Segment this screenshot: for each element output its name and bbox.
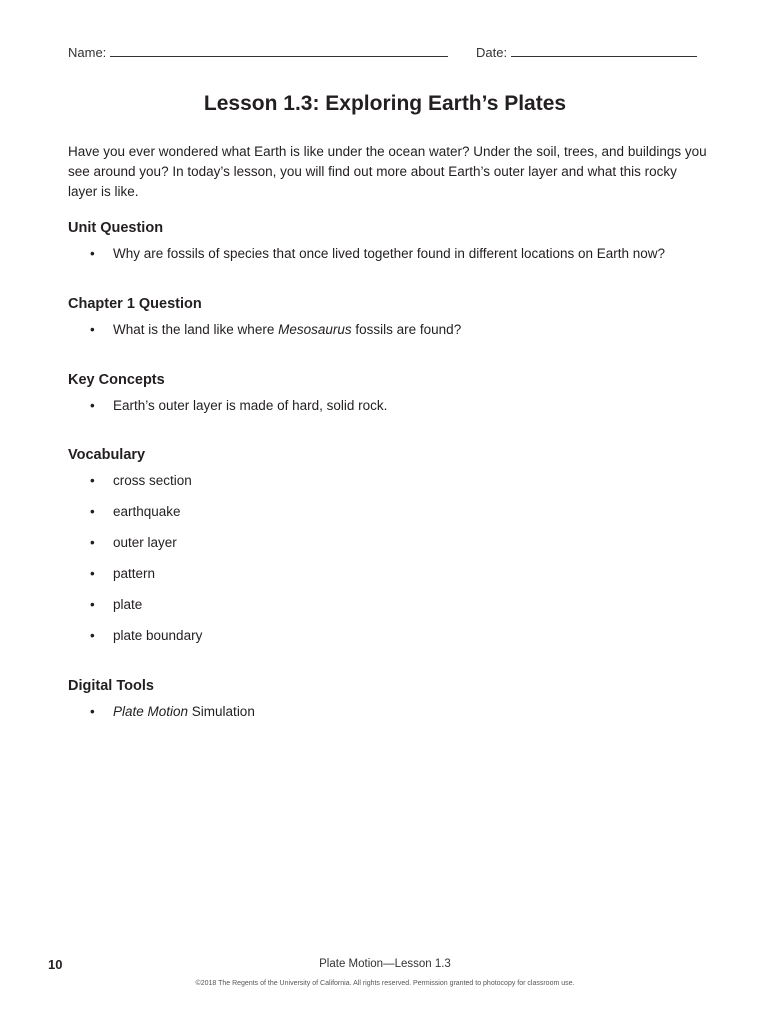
unit-question-section <box>68 218 728 264</box>
name-label: Name: <box>68 45 107 60</box>
unit-question-list <box>68 244 728 264</box>
bullet-icon: • <box>90 535 95 550</box>
bullet-icon: • <box>90 473 95 488</box>
page-number: 10 <box>48 957 63 972</box>
list-item <box>68 502 728 522</box>
vocabulary-list <box>68 471 728 646</box>
vocabulary-term: pattern <box>113 566 156 581</box>
intro-paragraph: Have you ever wondered what Earth is like under the ocean water? Under the soil, trees, and buildings you see around you? In today’s lesson, you will find out more about Earth’s outer layer and what this rocky layer is like. <box>68 144 707 199</box>
list-item <box>68 702 728 722</box>
list-item <box>68 533 728 553</box>
vocabulary-heading: Vocabulary <box>68 447 146 463</box>
date-field[interactable] <box>476 44 697 60</box>
key-concepts-heading: Key Concepts <box>68 372 165 388</box>
chapter-question-section <box>68 294 728 340</box>
bullet-icon: • <box>90 246 95 261</box>
key-concepts-list <box>68 396 728 416</box>
key-concept-text: Earth’s outer layer is made of hard, solid rock. <box>113 398 388 413</box>
digital-tools-section <box>68 676 728 722</box>
digital-tools-heading: Digital Tools <box>68 678 154 694</box>
chapter-question-italic: Mesosaurus <box>278 322 352 337</box>
bullet-icon: • <box>90 322 95 337</box>
vocabulary-section <box>68 445 728 657</box>
name-date-header <box>68 44 700 64</box>
chapter-question-list <box>68 320 728 340</box>
bullet-icon: • <box>90 504 95 519</box>
footer-title: Plate Motion—Lesson 1.3 <box>319 958 451 970</box>
vocabulary-term: earthquake <box>113 504 181 519</box>
digital-tool-suffix: Simulation <box>188 704 255 719</box>
vocabulary-term: outer layer <box>113 535 177 550</box>
bullet-icon: • <box>90 628 95 643</box>
list-item <box>68 320 728 340</box>
list-item <box>68 595 728 615</box>
list-item <box>68 471 728 491</box>
chapter-question-suffix: fossils are found? <box>351 322 462 337</box>
list-item <box>68 396 728 416</box>
name-blank-line[interactable] <box>110 44 448 57</box>
vocabulary-term: cross section <box>113 473 192 488</box>
digital-tool-italic: Plate Motion <box>113 704 189 719</box>
vocabulary-term: plate boundary <box>113 628 203 643</box>
bullet-icon: • <box>90 597 95 612</box>
lesson-title: Lesson 1.3: Exploring Earth’s Plates <box>203 92 567 115</box>
bullet-icon: • <box>90 704 95 719</box>
digital-tools-list <box>68 702 728 722</box>
name-field[interactable] <box>68 44 448 60</box>
unit-question-heading: Unit Question <box>68 220 164 236</box>
list-item <box>68 626 728 646</box>
bullet-icon: • <box>90 398 95 413</box>
date-label: Date: <box>476 45 508 60</box>
unit-question-text: Why are fossils of species that once lived together found in different locations on Earth now? <box>113 246 666 261</box>
list-item <box>68 564 728 584</box>
bullet-icon: • <box>90 566 95 581</box>
date-blank-line[interactable] <box>511 44 697 57</box>
list-item <box>68 244 728 264</box>
key-concepts-section <box>68 370 728 416</box>
vocabulary-term: plate <box>113 597 143 612</box>
copyright-notice: ©2018 The Regents of the University of California. All rights reserved. Permission granted to photocopy for classroom use. <box>195 980 575 987</box>
chapter-question-prefix: What is the land like where <box>113 322 279 337</box>
chapter-question-heading: Chapter 1 Question <box>68 296 202 312</box>
